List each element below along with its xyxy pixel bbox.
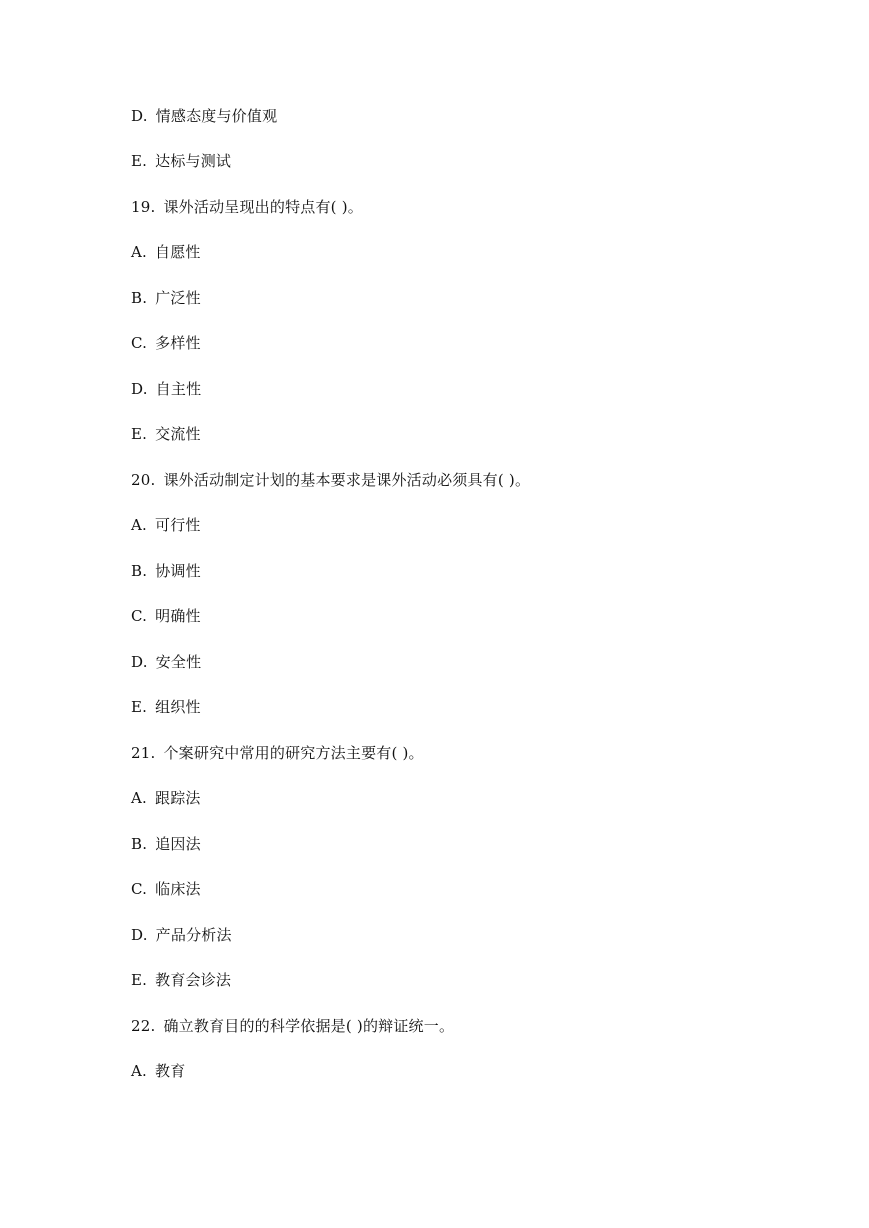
option-line — [131, 423, 201, 445]
option-label: A. — [131, 789, 148, 807]
option-line — [131, 332, 201, 354]
option-text: 多样性 — [155, 334, 201, 352]
option-line — [131, 150, 231, 172]
option-text: 交流性 — [155, 425, 201, 443]
option-label: A. — [131, 243, 148, 261]
option-text: 明确性 — [155, 607, 201, 625]
option-line — [131, 833, 201, 855]
option-label: A. — [131, 1062, 148, 1080]
question-line — [131, 1015, 454, 1037]
option-line — [131, 878, 201, 900]
option-line — [131, 560, 201, 582]
option-line — [131, 924, 232, 946]
option-line — [131, 241, 201, 263]
question-number: 21. — [131, 744, 156, 762]
option-label: D. — [131, 653, 148, 671]
question-text: 课外活动制定计划的基本要求是课外活动必须具有( )。 — [163, 471, 531, 489]
option-label: C. — [131, 334, 148, 352]
option-line — [131, 1060, 185, 1082]
option-text: 情感态度与价值观 — [155, 107, 278, 125]
option-line — [131, 605, 201, 627]
option-label: E. — [131, 152, 148, 170]
option-label: B. — [131, 562, 148, 580]
option-text: 达标与测试 — [155, 152, 232, 170]
option-text: 教育 — [155, 1062, 186, 1080]
question-text: 课外活动呈现出的特点有( )。 — [163, 198, 363, 216]
option-text: 跟踪法 — [155, 789, 201, 807]
question-line — [131, 469, 530, 491]
option-line — [131, 514, 201, 536]
option-label: C. — [131, 880, 148, 898]
option-line — [131, 651, 201, 673]
option-text: 协调性 — [155, 562, 201, 580]
option-label: E. — [131, 971, 148, 989]
question-line — [131, 196, 363, 218]
question-number: 20. — [131, 471, 156, 489]
question-text: 个案研究中常用的研究方法主要有( )。 — [163, 744, 424, 762]
option-text: 安全性 — [155, 653, 202, 671]
question-text: 确立教育目的的科学依据是( )的辩证统一。 — [163, 1017, 455, 1035]
option-label: E. — [131, 698, 148, 716]
option-text: 自主性 — [155, 380, 202, 398]
option-text: 自愿性 — [155, 243, 201, 261]
option-label: B. — [131, 289, 148, 307]
option-text: 广泛性 — [155, 289, 201, 307]
option-label: E. — [131, 425, 148, 443]
option-line — [131, 696, 201, 718]
option-text: 临床法 — [155, 880, 201, 898]
question-number: 22. — [131, 1017, 156, 1035]
option-line — [131, 787, 201, 809]
question-number: 19. — [131, 198, 156, 216]
option-text: 追因法 — [155, 835, 201, 853]
option-label: A. — [131, 516, 148, 534]
option-text: 教育会诊法 — [155, 971, 232, 989]
option-label: D. — [131, 107, 148, 125]
option-line — [131, 378, 201, 400]
option-line — [131, 287, 201, 309]
option-label: D. — [131, 380, 148, 398]
option-text: 组织性 — [155, 698, 201, 716]
option-line — [131, 969, 231, 991]
option-line — [131, 105, 277, 127]
option-text: 可行性 — [155, 516, 201, 534]
option-text: 产品分析法 — [155, 926, 232, 944]
question-line — [131, 742, 424, 764]
option-label: B. — [131, 835, 148, 853]
option-label: C. — [131, 607, 148, 625]
option-label: D. — [131, 926, 148, 944]
